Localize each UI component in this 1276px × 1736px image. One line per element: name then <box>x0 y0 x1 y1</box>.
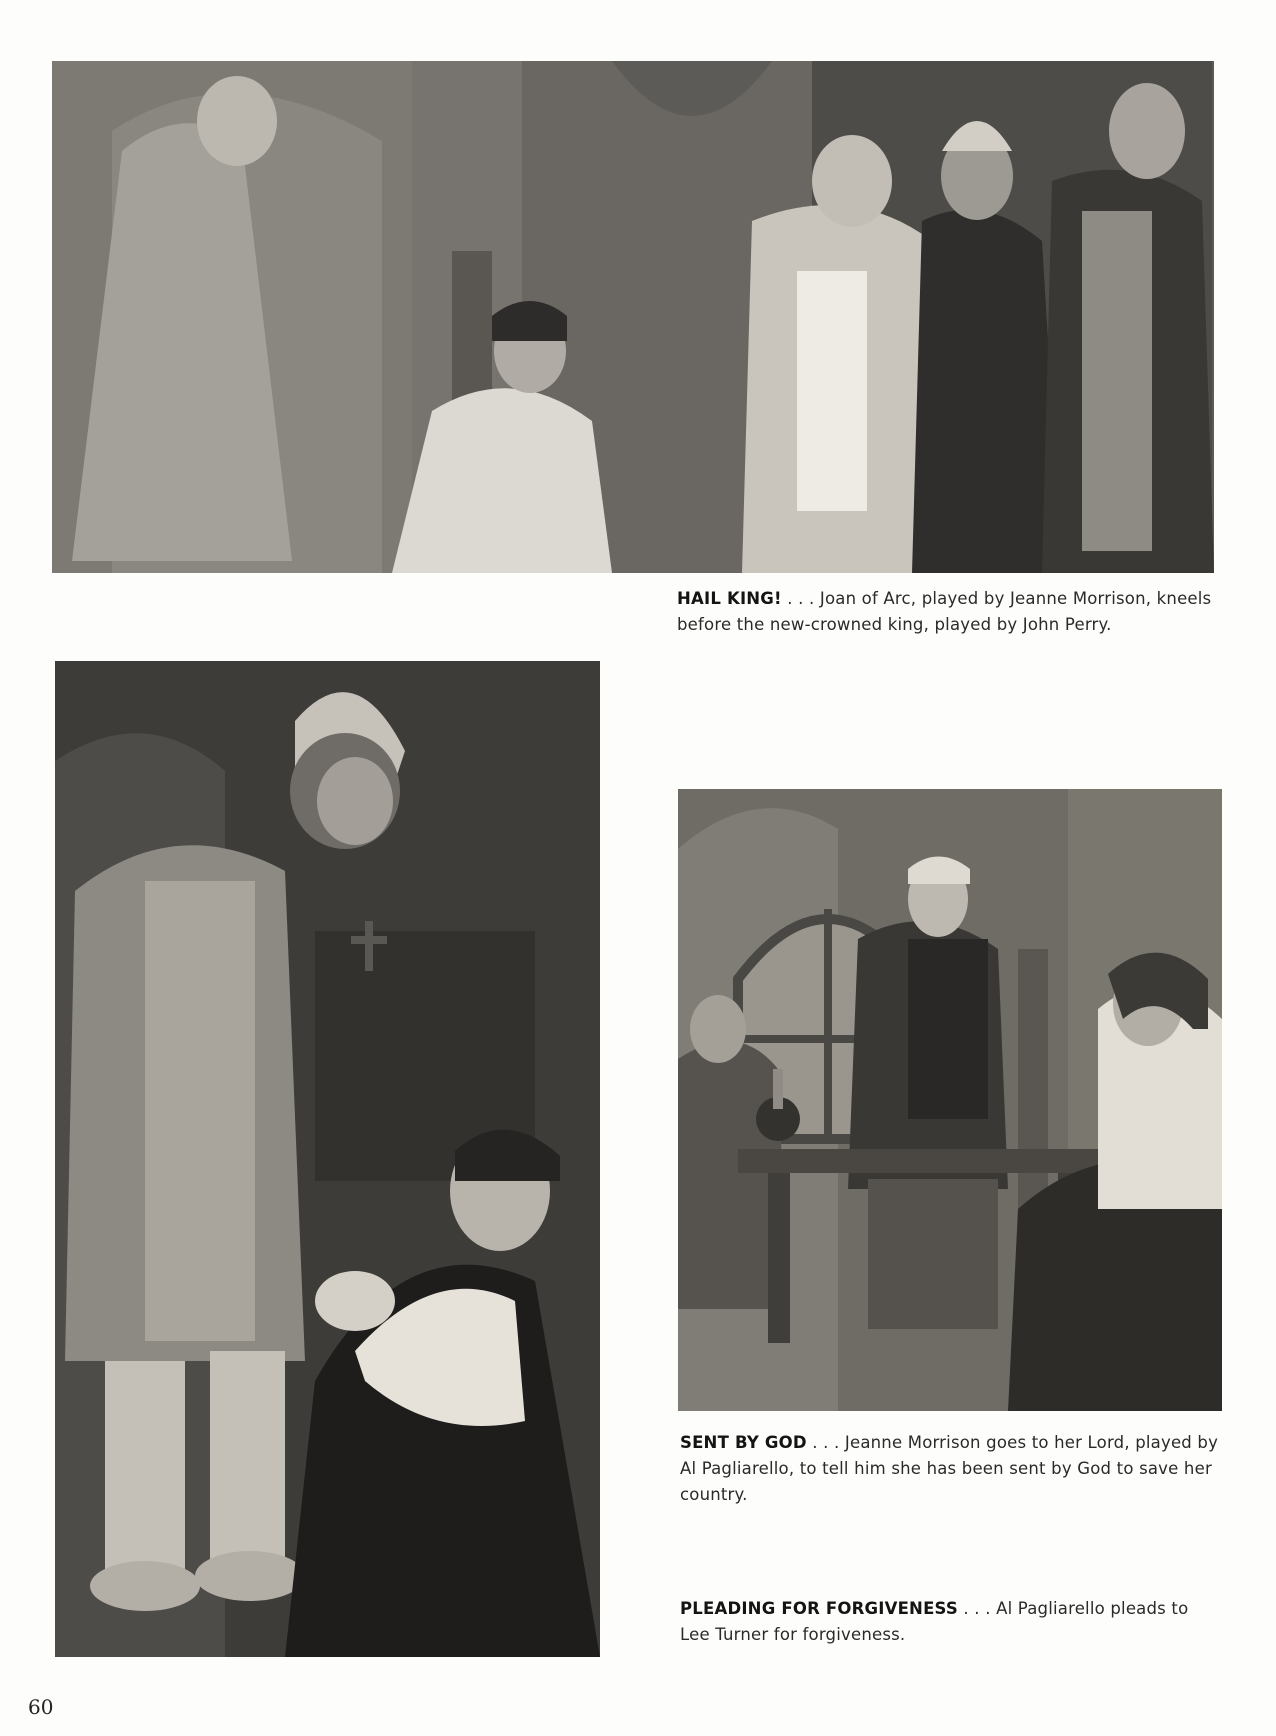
caption-text: . . . Jeanne Morrison goes to her Lord, played by Al Pagliarello, to tell him she has been sent by God to save her country. <box>680 1433 1219 1504</box>
kneeling-lord-photo <box>55 661 600 1657</box>
page-number: 60 <box>28 1695 54 1719</box>
caption-sent-by-god <box>680 1430 1220 1508</box>
caption-headline: SENT BY GOD <box>680 1433 807 1452</box>
table-scene-photo <box>678 789 1222 1411</box>
coronation-scene-photo <box>52 61 1214 573</box>
caption-headline: PLEADING FOR FORGIVENESS <box>680 1599 958 1618</box>
caption-text: . . . Al Pagliarello pleads to Lee Turner for forgiveness. <box>680 1599 1189 1644</box>
caption-pleading-for-forgiveness <box>680 1596 1220 1648</box>
caption-hail-king <box>677 586 1217 638</box>
caption-text: . . . Joan of Arc, played by Jeanne Morrison, kneels before the new-crowned king, played by John Perry. <box>677 589 1212 634</box>
caption-headline: HAIL KING! <box>677 589 782 608</box>
